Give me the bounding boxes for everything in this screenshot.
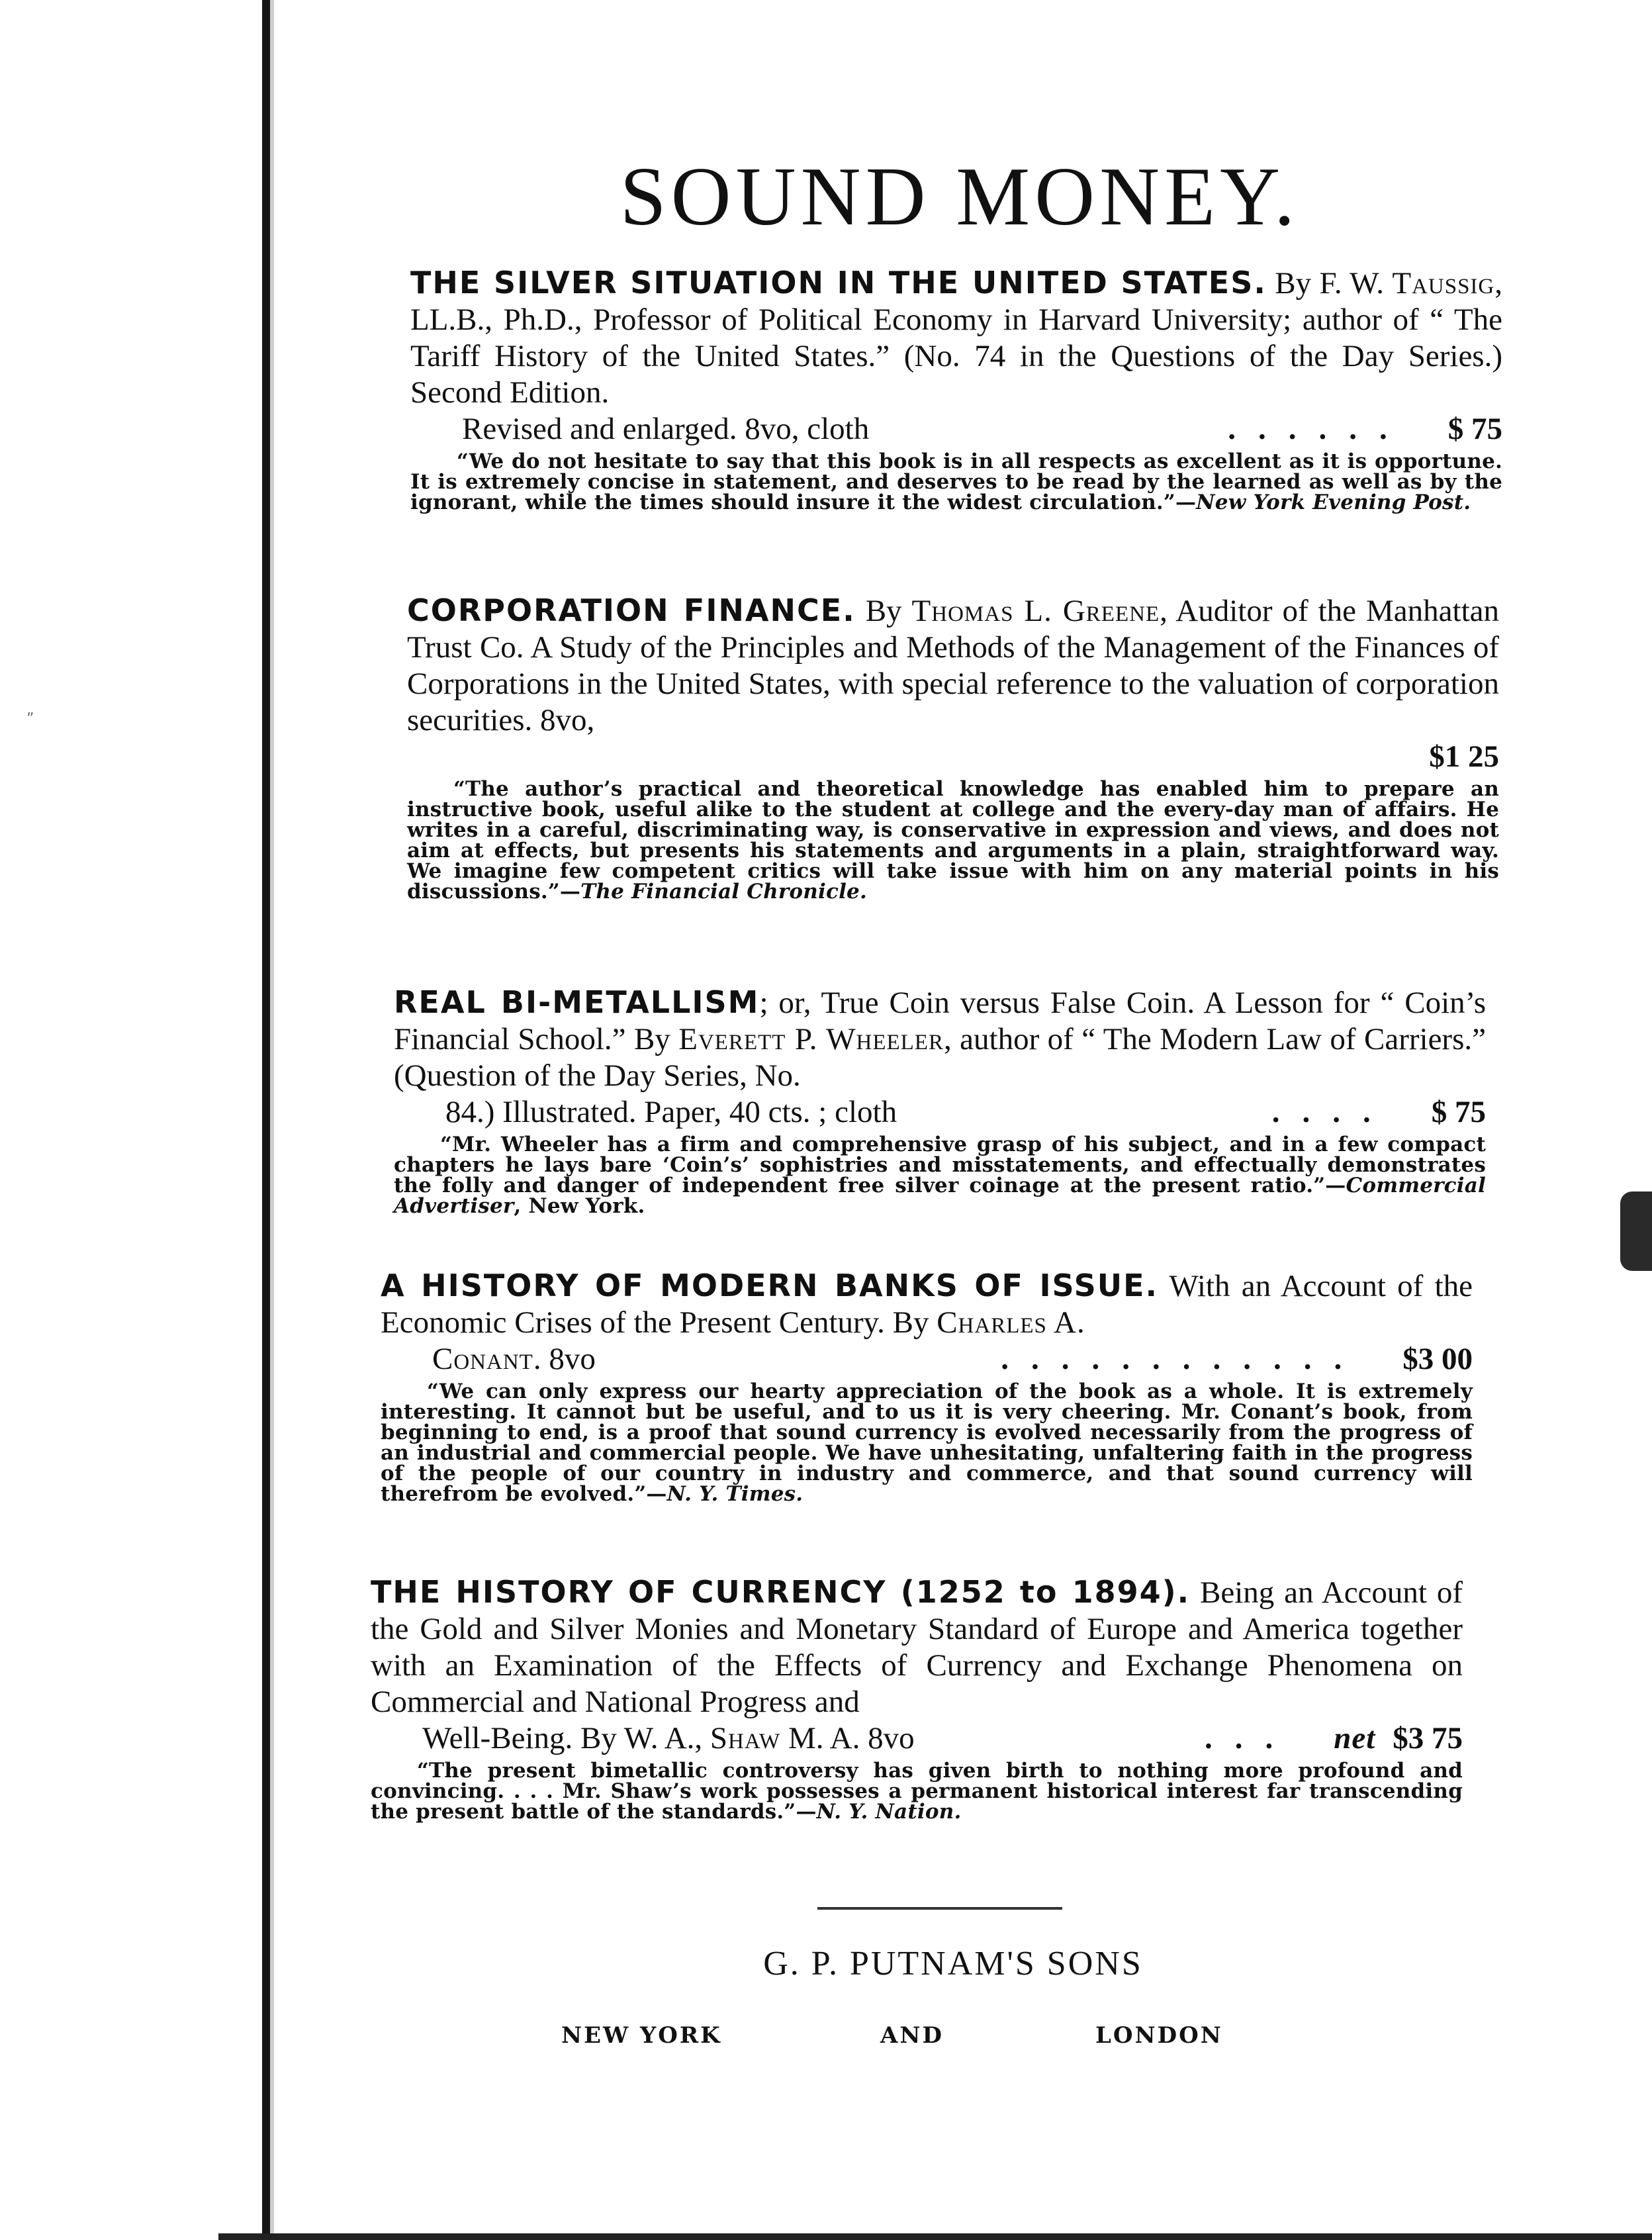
quote-text: “We can only express our hearty appreciation of the book as a whole. It is extremely interesting. It cannot but be useful, and to us it is very cheering. Mr. Conant’s book, from beginning to end, is a proof that sound currency is evolved necessarily from the progress of an industrial and commercial people. We have unhesitating, unfaltering faith in the progress of the people of our country in industry and commerce, and that sound currency will therefrom be evolved.”— <box>381 1379 1473 1506</box>
price-line-text: Revised and enlarged. 8vo, cloth <box>462 412 870 446</box>
price-line-format: . 8vo <box>533 1342 596 1376</box>
entry-price-row <box>394 1094 1486 1131</box>
review-quote <box>371 1761 1463 1822</box>
leader-dots: ...... <box>1228 412 1410 446</box>
book-entry-banks-of-issue <box>381 1268 1473 1505</box>
entry-intro: Being an Account of the Gold and Silver Monies and Monetary Standard of Europe and America together with an Examination of the Effects of Currency and Exchange Phenomena on Commercial and National Progress and <box>371 1575 1463 1719</box>
entry-price-row <box>410 411 1502 447</box>
entry-description <box>394 984 1486 1094</box>
entry-description <box>371 1574 1463 1720</box>
entry-heading: CORPORATION FINANCE. <box>407 592 856 628</box>
page-left-edge <box>270 0 274 2240</box>
entry-intro: With an Account of the Economic Crises of the Present Century. By <box>381 1269 1473 1340</box>
entry-intro: ; or, True Coin versus False Coin. A Lesson for “ Coin’s Financial School.” By <box>394 986 1486 1056</box>
page-title: SOUND MONEY. <box>620 151 1300 243</box>
entry-price: $ 75 <box>1431 1095 1486 1129</box>
price-line-author: Shaw <box>710 1721 781 1755</box>
entry-description <box>410 265 1502 411</box>
facing-page-mark: „ <box>26 702 34 718</box>
page-right-notch <box>1620 1191 1652 1271</box>
quote-text: “The author’s practical and theoretical knowledge has enabled him to prepare an instructive book, useful alike to the student at college and the every-day man of affairs. He writes in a careful, discriminating way, is conservative in expression and views, and does not aim at effects, but presents his statements and arguments in a plain, straightforward way. We imagine few competent critics will take issue with him on any material points in his discussions.”— <box>407 777 1499 904</box>
entry-details: , LL.B., Ph.D., Professor of Political Economy in Harvard University; author of “ The Tariff History of the United States.” (No. 74 in the Questions of the Day Series.) Second Edition. <box>410 266 1502 410</box>
price-line-lead: Well-Being. By W. A., <box>422 1721 710 1755</box>
book-entry-silver-situation <box>410 265 1502 513</box>
entry-description <box>407 592 1499 739</box>
entry-heading: A HISTORY OF MODERN BANKS OF ISSUE. <box>381 1268 1158 1303</box>
review-quote <box>410 451 1502 513</box>
entry-details: , author of “ The Modern Law of Carriers.” (Question of the Day Series, No. <box>394 1022 1486 1093</box>
entry-author: Everett P. Wheeler <box>678 1022 944 1056</box>
entry-heading: REAL BI-METALLISM <box>394 984 760 1020</box>
entry-intro: By F. W. <box>1266 266 1393 301</box>
price-line-text <box>422 1720 915 1757</box>
entry-price: $3 75 <box>1393 1721 1463 1755</box>
review-quote <box>394 1135 1486 1217</box>
quote-source: The Financial Chronicle. <box>580 880 867 904</box>
entry-intro: By <box>855 594 912 628</box>
book-entry-corporation-finance <box>407 592 1499 902</box>
review-quote <box>407 779 1499 902</box>
divider-rule <box>817 1907 1062 1910</box>
entry-price: $3 00 <box>1402 1342 1473 1376</box>
quote-source-tail: , New York. <box>514 1194 645 1218</box>
quote-source: N. Y. Times. <box>666 1482 803 1506</box>
quote-source: N. Y. Nation. <box>816 1800 962 1824</box>
leader-dots: .... <box>1271 1095 1393 1129</box>
entry-heading: THE SILVER SITUATION IN THE UNITED STATES. <box>410 265 1267 301</box>
book-entry-real-bimetallism <box>394 984 1486 1217</box>
leader-dots: ............ <box>1001 1342 1365 1376</box>
price-line-tail: M. A. 8vo <box>780 1721 915 1755</box>
publisher-city-london: LONDON <box>1095 2022 1223 2049</box>
entry-price: $ 75 <box>1447 412 1502 446</box>
entry-description <box>381 1268 1473 1341</box>
entry-price-row <box>407 739 1499 775</box>
publisher-city-new-york: NEW YORK <box>561 2022 722 2049</box>
leader-dots: ... <box>1204 1721 1296 1755</box>
publisher-and: AND <box>880 2022 944 2049</box>
book-gutter-line <box>262 0 270 2240</box>
review-quote <box>381 1381 1473 1505</box>
entry-author: Charles A. <box>937 1305 1085 1340</box>
price-line-author: Conant <box>432 1342 533 1376</box>
quote-text: “Mr. Wheeler has a firm and comprehensive grasp of his subject, and in a few compact chapters he lays bare ‘Coin’s’ sophistries and misstatements, and effectually demonstrates the folly and danger of independent free silver coinage at the present ratio.”— <box>394 1133 1486 1197</box>
entry-details: , Auditor of the Manhattan Trust Co. A Study of the Principles and Methods of the Management of the Finances of Corporations in the United States, with special reference to the valuation of corporation securities. 8vo, <box>407 594 1499 737</box>
entry-price-row <box>371 1720 1463 1757</box>
quote-source: New York Evening Post. <box>1196 490 1471 514</box>
quote-text: “We do not hesitate to say that this book is in all respects as excellent as it is opportune. It is extremely concise in statement, and deserves to be read by the learned as well as by the ignorant, while the times should insure it the widest circulation.”— <box>410 449 1502 514</box>
entry-price: $1 25 <box>1429 739 1499 774</box>
entry-author: Thomas L. Greene <box>911 594 1160 628</box>
price-line-text: 84.) Illustrated. Paper, 40 cts. ; cloth <box>445 1095 897 1129</box>
entry-author: Taussig <box>1392 266 1495 301</box>
page-bottom-edge <box>218 2233 1652 2240</box>
price-line-text <box>432 1341 596 1377</box>
net-label: net <box>1334 1721 1376 1755</box>
quote-source: Commercial Advertiser <box>394 1174 1486 1218</box>
book-entry-history-of-currency <box>371 1574 1463 1822</box>
quote-text: “The present bimetallic controversy has given birth to nothing more profound and convincing. . . . Mr. Shaw’s work possesses a permanent historical interest far transcending the present battle of the standards.”— <box>371 1759 1463 1824</box>
entry-price-row <box>381 1341 1473 1377</box>
entry-heading: THE HISTORY OF CURRENCY (1252 to 1894). <box>371 1574 1191 1610</box>
publisher-name: G. P. PUTNAM'S SONS <box>763 1945 1143 1983</box>
